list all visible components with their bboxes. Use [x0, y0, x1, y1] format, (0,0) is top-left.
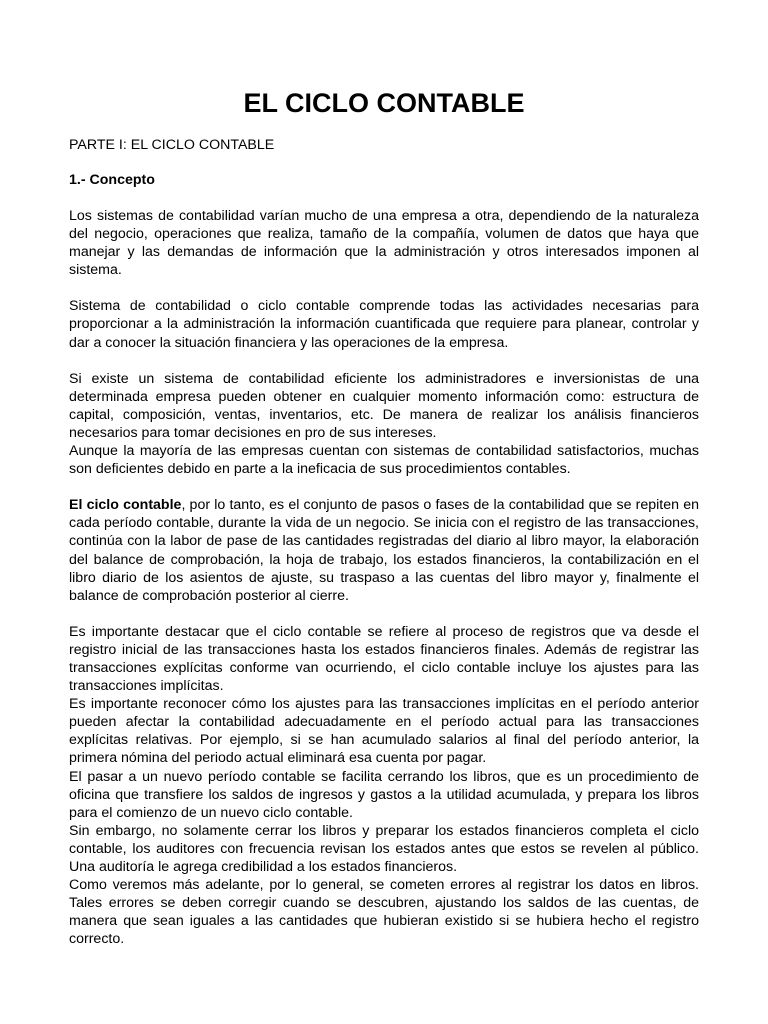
paragraph-9: Sin embargo, no solamente cerrar los libros y preparar los estados financieros completa el ciclo contable, los auditores con frecuencia revisan los estados antes que estos se revelen al público. Una auditoría le agrega credibilidad a los estados financieros.: [69, 822, 699, 875]
paragraph-8: El pasar a un nuevo período contable se facilita cerrando los libros, que es un procedimiento de oficina que transfiere los saldos de ingresos y gastos a la utilidad acumulada, y prepara los libros para el comienzo de un nuevo ciclo contable.: [69, 768, 699, 821]
paragraph-1: Los sistemas de contabilidad varían mucho de una empresa a otra, dependiendo de la naturaleza del negocio, operaciones que realiza, tamaño de la compañía, volumen de datos que haya que manejar y las demandas de información que la administración y otros interesados imponen al sistema.: [69, 208, 699, 279]
document-page: [69, 86, 699, 948]
paragraph-6: Es importante destacar que el ciclo contable se refiere al proceso de registros que va desde el registro inicial de las transacciones hasta los estados financieros finales. Además de registrar las transacciones explícitas conforme van ocurriendo, el ciclo contable incluye los ajustes para las transacciones implícitas.: [69, 623, 699, 695]
part-heading: PARTE I: EL CICLO CONTABLE: [69, 137, 275, 153]
paragraph-10: Como veremos más adelante, por lo general, se cometen errores al registrar los datos en libros. Tales errores se deben corregir cuando se descubren, ajustando los saldos de las cuentas, de manera que sean iguales a las cantidades que hubieran existido si se hubiera hecho el registro correcto.: [69, 877, 699, 948]
paragraph-5: [69, 496, 699, 605]
section-heading: 1.- Concepto: [69, 172, 155, 188]
paragraph-3: Si existe un sistema de contabilidad eficiente los administradores e inversionistas de una determinada empresa pueden obtener en cualquier momento información como: estructura de capital, composición, ventas, inventarios, etc. De manera de realizar los análisis financieros necesarios para tomar decisiones en pro de sus intereses.: [69, 370, 699, 441]
document-title: EL CICLO CONTABLE: [243, 88, 525, 118]
paragraph-4: Aunque la mayoría de las empresas cuentan con sistemas de contabilidad satisfactorios, muchas son deficientes debido en parte a la ineficacia de sus procedimientos contables.: [69, 443, 699, 478]
paragraph-5-text: , por lo tanto, es el conjunto de pasos o fases de la contabilidad que se repiten en cada período contable, durante la vida de un negocio. Se inicia con el registro de las transacciones, continúa con la labor de pase de las cantidades registradas del diario al libro mayor, la elaboración del balance de comprobación, la hoja de trabajo, los estados financieros, la contabilización en el libro diario de los asientos de ajuste, su traspaso a las cuentas del libro mayor y, finalmente el balance de comprobación posterior al cierre.: [69, 497, 699, 604]
paragraph-5-term: El ciclo contable: [69, 497, 182, 514]
paragraph-7: Es importante reconocer cómo los ajustes para las transacciones implícitas en el período anterior pueden afectar la contabilidad adecuadamente en el período actual para las transacciones explícitas relativas. Por ejemplo, si se han acumulado salarios al final del período anterior, la primera nómina del periodo actual eliminará esa cuenta por pagar.: [69, 696, 699, 767]
paragraph-2: Sistema de contabilidad o ciclo contable comprende todas las actividades necesarias para proporcionar a la administración la información cuantificada que requiere para planear, controlar y dar a conocer la situación financiera y las operaciones de la empresa.: [69, 298, 699, 351]
